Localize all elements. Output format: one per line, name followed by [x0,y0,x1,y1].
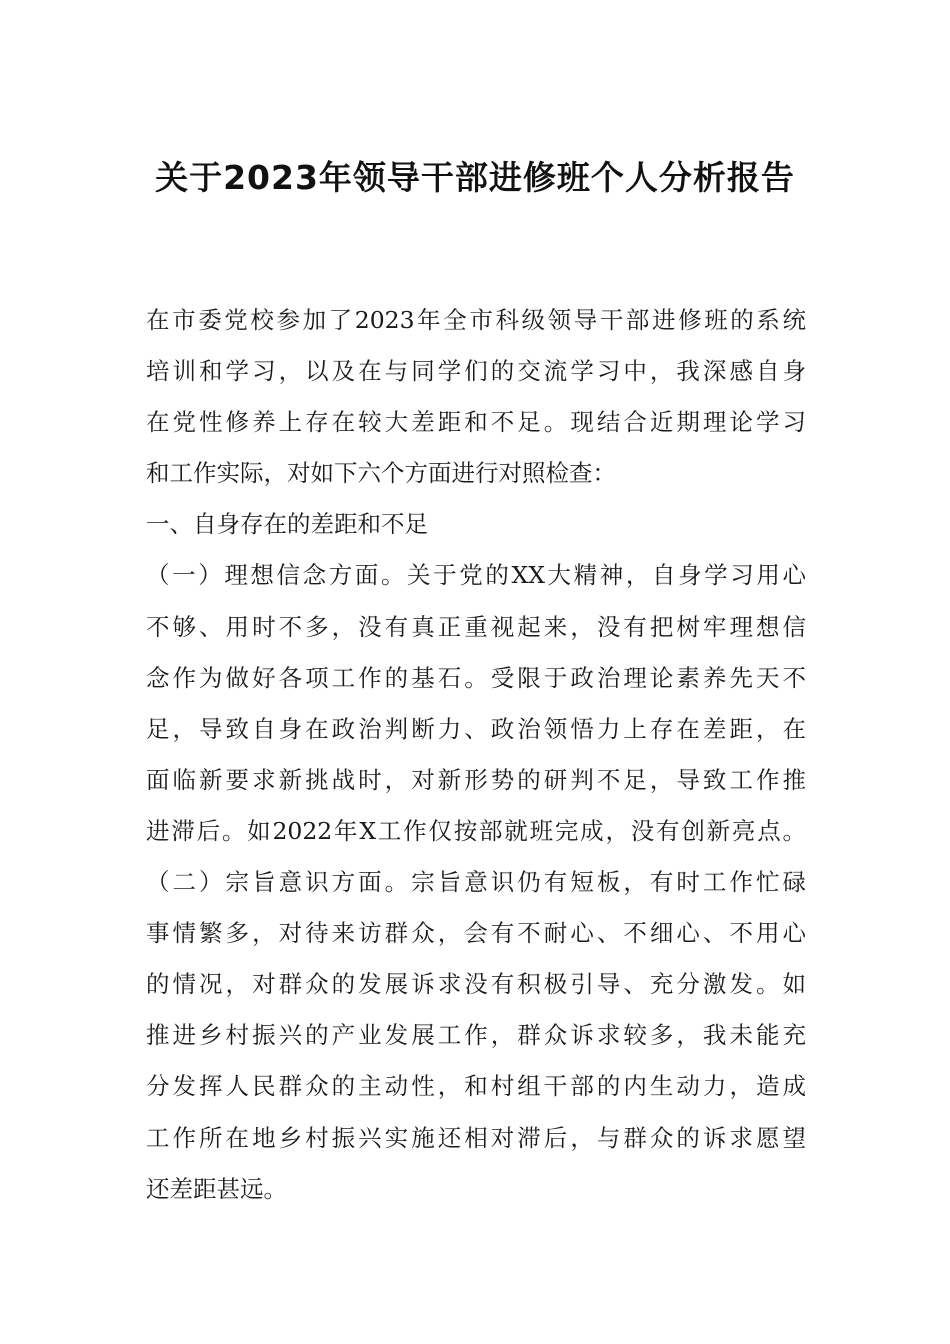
body-line: 还差距甚远。 [146,1174,287,1203]
document-body [146,295,806,1215]
body-line: 分发挥人民群众的主动性，和村组干部的内生动力，造成 [146,1072,806,1101]
body-line: 不够、用时不多，没有真正重视起来，没有把树牢理想信 [146,612,806,641]
body-line: （二）宗旨意识方面。宗旨意识仍有短板，有时工作忙碌 [146,868,806,897]
body-line: 培训和学习，以及在与同学们的交流学习中，我深感自身 [146,357,806,386]
body-line: 工作所在地乡村振兴实施还相对滞后，与群众的诉求愿望 [146,1123,806,1152]
body-line: 在市委党校参加了2023年全市科级领导干部进修班的系统 [146,306,806,334]
document-title: 关于2023年领导干部进修班个人分析报告 [155,158,795,197]
body-line: 事情繁多，对待来访群众，会有不耐心、不细心、不用心 [146,919,806,948]
body-line: 推进乡村振兴的产业发展工作，群众诉求较多，我未能充 [146,1021,806,1050]
body-line: 念作为做好各项工作的基石。受限于政治理论素养先天不 [146,663,806,692]
body-line: 面临新要求新挑战时，对新形势的研判不足，导致工作推 [146,765,806,794]
section-heading: 一、自身存在的差距和不足 [146,510,428,539]
body-line: 进滞后。如2022年X工作仅按部就班完成，没有创新亮点。 [146,816,806,845]
body-line: 的情况，对群众的发展诉求没有积极引导、充分激发。如 [146,970,806,999]
body-line: 在党性修养上存在较大差距和不足。现结合近期理论学习 [146,408,806,437]
body-line: （一）理想信念方面。关于党的XX大精神，自身学习用心 [146,561,806,590]
body-line: 和工作实际，对如下六个方面进行对照检查： [146,459,616,488]
body-line: 足，导致自身在政治判断力、政治领悟力上存在差距，在 [146,714,806,743]
